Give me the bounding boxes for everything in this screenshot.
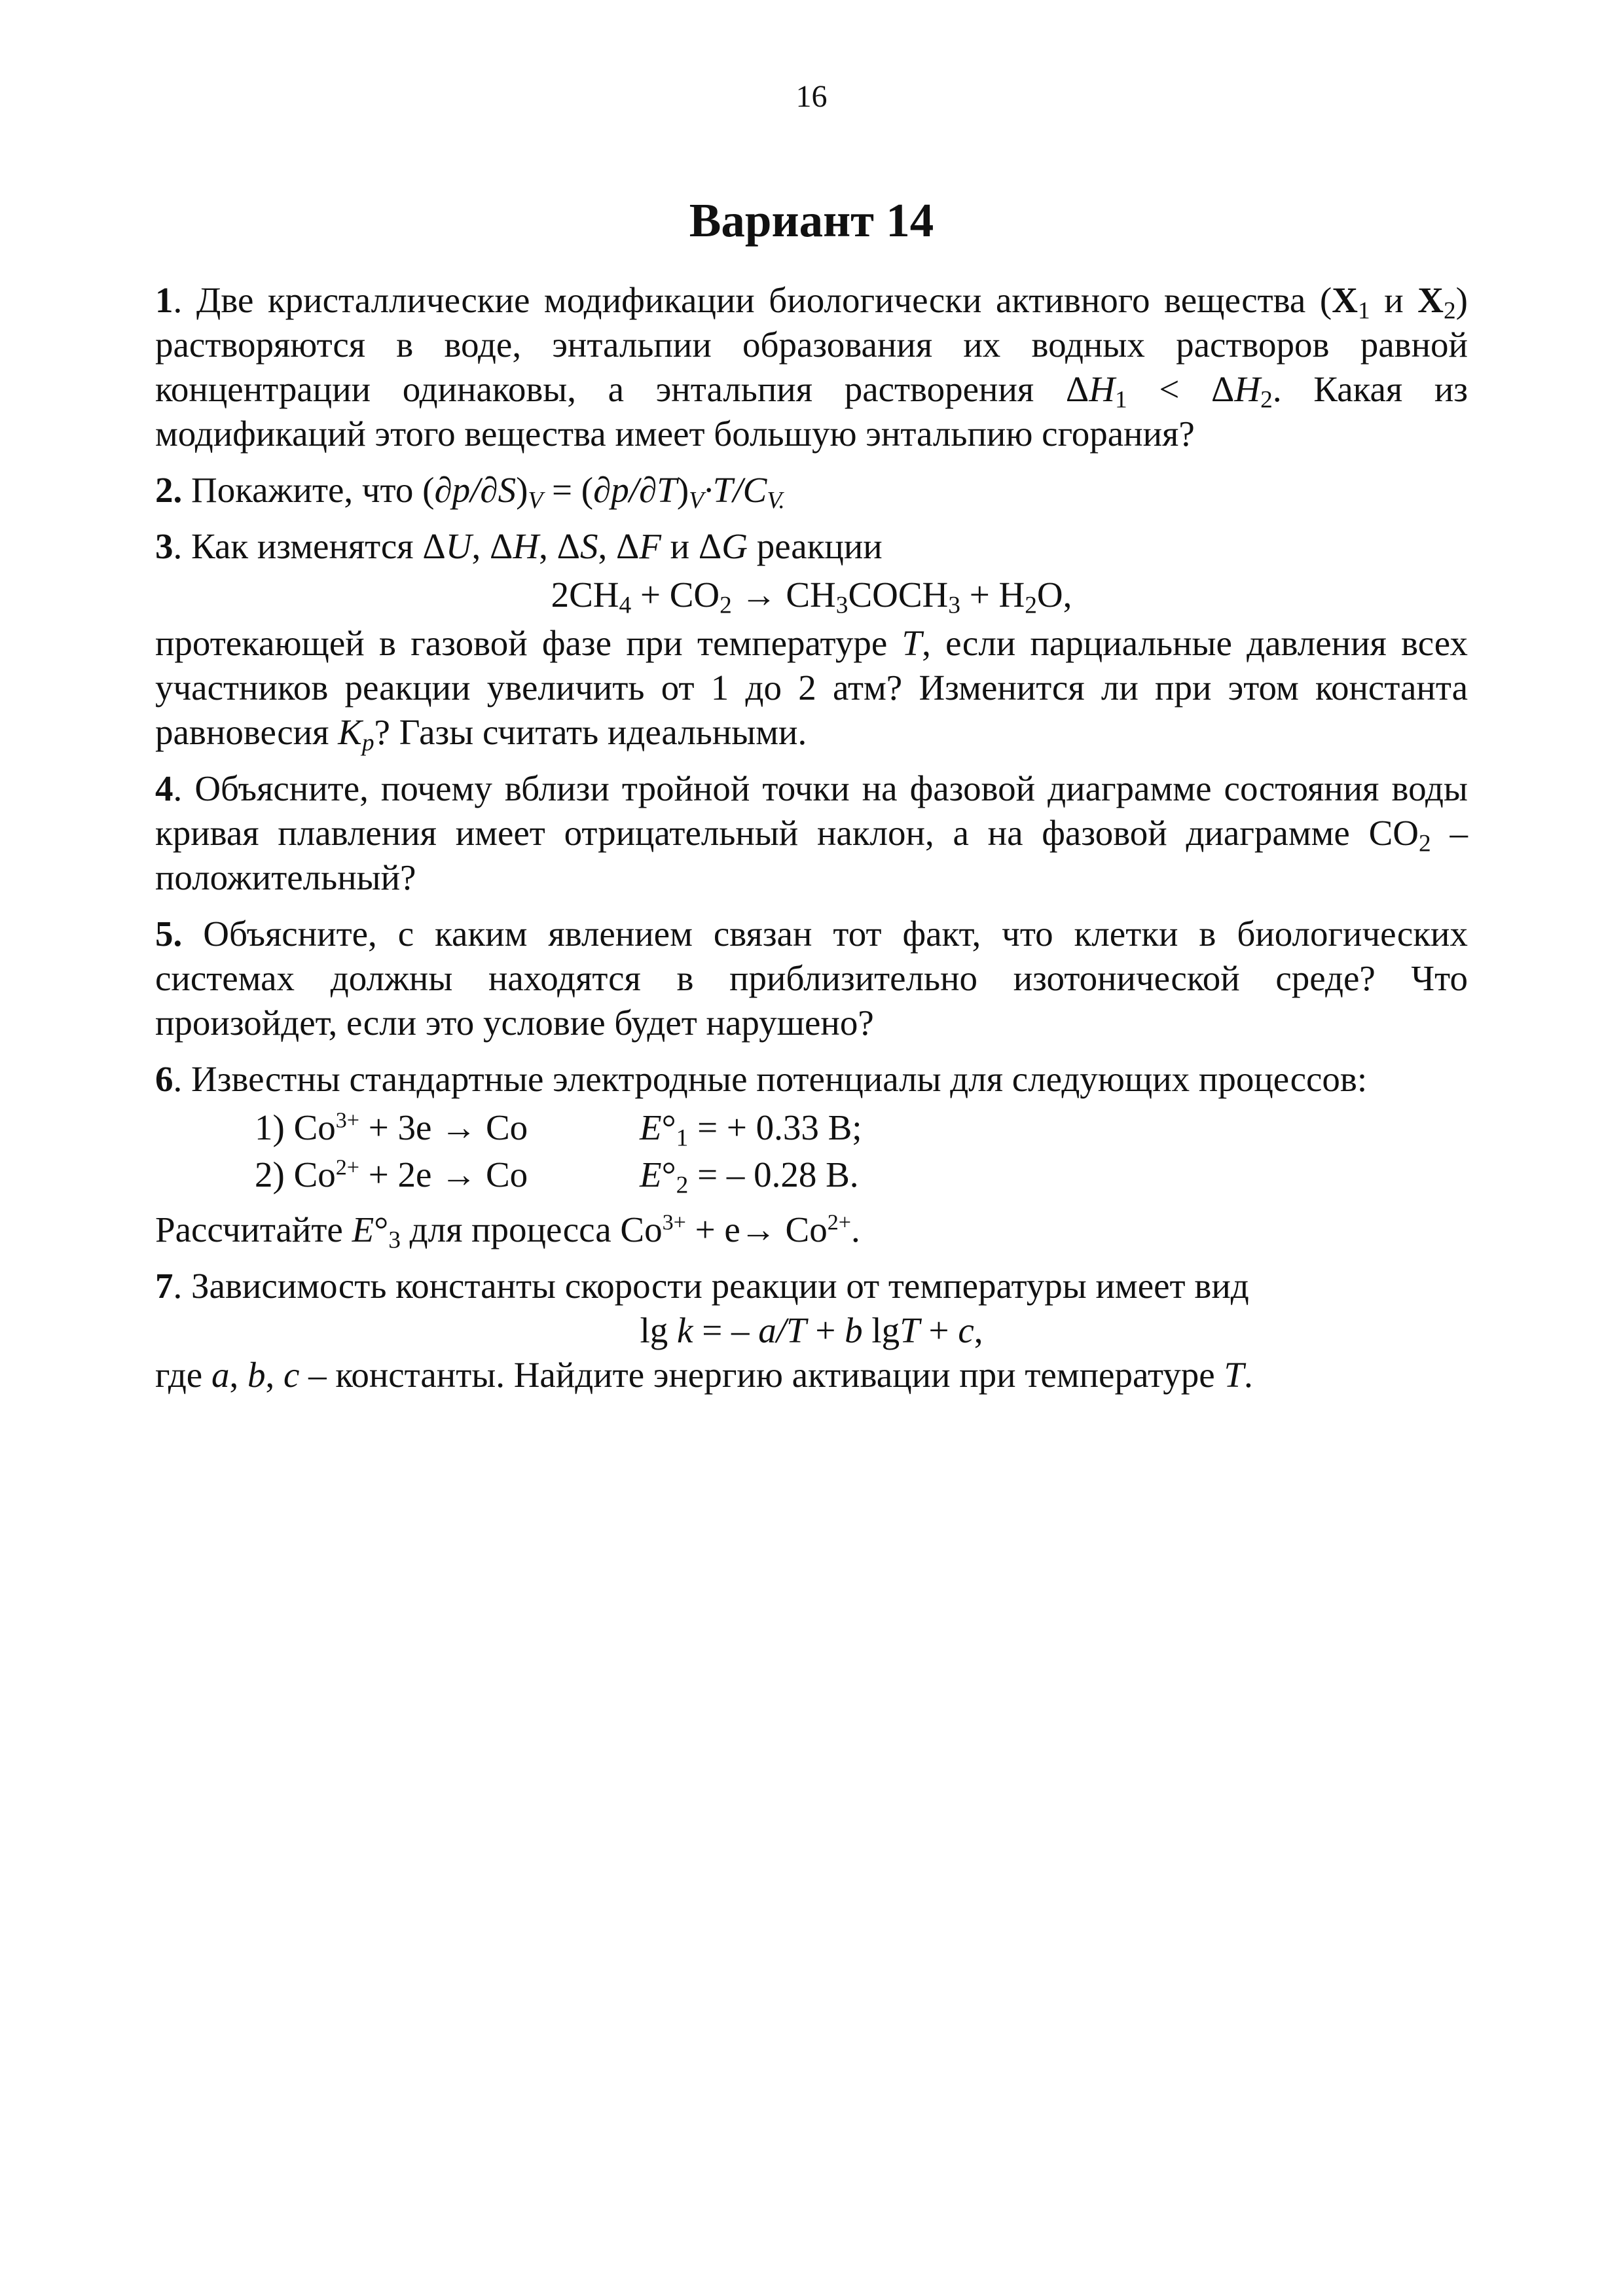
k-variable: k xyxy=(677,1310,693,1350)
h2-symbol: H xyxy=(1234,369,1261,409)
h1-symbol: H xyxy=(1089,369,1115,409)
problem-7-number: 7 xyxy=(155,1266,173,1306)
sep-1: , Δ xyxy=(471,526,513,566)
h2-subscript: 2 xyxy=(1260,386,1273,414)
eq-subscript: 4 xyxy=(619,592,632,619)
reaction-1-a: 1) Co xyxy=(255,1107,336,1147)
potential-2 xyxy=(640,1153,859,1197)
problem-2-paren-a: ) xyxy=(516,470,528,510)
problem-6 xyxy=(155,1057,1468,1102)
problem-4-text-b: – положительный? xyxy=(155,813,1468,897)
problem-1-number: 1 xyxy=(155,280,173,320)
problem-7 xyxy=(155,1264,1468,1308)
eq-part: + H xyxy=(960,575,1025,615)
potentials-list xyxy=(155,1105,1468,1200)
v-subscript-b: V xyxy=(689,487,704,514)
problem-5-text: Объясните, с каким явлением связан тот факт, что клетки в биологических системах должны находятся в приблизительно изотонической среде? Что произойдет, если это условие будет нарушено? xyxy=(155,914,1468,1043)
problem-1 xyxy=(155,278,1468,456)
e-symbol: E xyxy=(640,1107,662,1147)
comma: , xyxy=(229,1355,247,1395)
a-over-t: a/T xyxy=(758,1310,807,1350)
t-variable: T xyxy=(900,1310,920,1350)
e3-subscript: 3 xyxy=(388,1227,401,1254)
eq-part: lg xyxy=(862,1310,900,1350)
problem-4-number: 4 xyxy=(155,768,173,808)
eq-part: O, xyxy=(1036,575,1072,615)
e-subscript: 1 xyxy=(676,1124,689,1152)
period: . xyxy=(1244,1355,1253,1395)
problem-list xyxy=(155,278,1468,1409)
partial-p-t: ∂p/∂T xyxy=(593,470,677,510)
page-title: Вариант 14 xyxy=(689,194,934,247)
problem-4 xyxy=(155,766,1468,900)
v-subscript-a: V xyxy=(528,487,543,514)
a-variable: a xyxy=(211,1355,230,1395)
problem-4-text-a: . Объясните, почему вблизи тройной точки на фазовой диаграмме состояния воды кривая плавления имеет отрицательный наклон, а на фазовой диаграмме CO xyxy=(155,768,1468,853)
co2-subscript: 2 xyxy=(1419,830,1431,857)
problem-2-equals: = ( xyxy=(543,470,594,510)
charge-2plus: 2+ xyxy=(827,1210,852,1235)
charge-3plus: 3+ xyxy=(662,1210,686,1235)
eq-part: → CH xyxy=(731,575,836,615)
c-variable: c xyxy=(283,1355,300,1395)
s-symbol: S xyxy=(579,526,598,566)
problem-3-text-b: реакции xyxy=(747,526,883,566)
sep-2: , Δ xyxy=(539,526,580,566)
reaction-2 xyxy=(255,1153,528,1197)
e-symbol: E xyxy=(640,1155,662,1194)
eq-part: , xyxy=(974,1310,983,1350)
problem-7-text-b: где xyxy=(155,1355,211,1395)
eq-part: lg xyxy=(640,1310,678,1350)
b-variable: b xyxy=(845,1310,863,1350)
problem-3-text-e: ? Газы считать идеальными. xyxy=(374,712,807,752)
f-symbol: F xyxy=(639,526,661,566)
c-variable: c xyxy=(958,1310,974,1350)
eq-part: + CO xyxy=(631,575,720,615)
problem-2-paren-b: ) xyxy=(676,470,689,510)
h1-subscript: 1 xyxy=(1114,386,1127,414)
potential-1-value: = + 0.33 В; xyxy=(688,1107,862,1147)
potential-row-2 xyxy=(155,1153,1468,1200)
p-subscript: p xyxy=(361,729,374,757)
problem-3-text-a: . Как изменятся Δ xyxy=(173,526,446,566)
problem-3-number: 3 xyxy=(155,526,173,566)
g-symbol: G xyxy=(721,526,748,566)
t-symbol: T xyxy=(902,623,922,663)
potential-2-value: = – 0.28 В. xyxy=(688,1155,859,1194)
eq-part: COCH xyxy=(848,575,949,615)
sep-3: , Δ xyxy=(598,526,640,566)
e3-symbol: E xyxy=(352,1210,374,1249)
reaction-2-b: + 2e → Co xyxy=(359,1155,528,1194)
x1-subscript: 1 xyxy=(1357,297,1370,325)
eq-part: + xyxy=(806,1310,845,1350)
potential-1 xyxy=(640,1105,862,1150)
degree-sign: ° xyxy=(661,1107,676,1147)
partial-p-s: ∂p/∂S xyxy=(434,470,517,510)
eq-part: + xyxy=(919,1310,958,1350)
problem-3-text-c: протекающей в газовой фазе при температуре xyxy=(155,623,902,663)
problem-6-number: 6 xyxy=(155,1059,173,1099)
x2-symbol: X xyxy=(1417,280,1444,320)
eq-part: = – xyxy=(693,1310,759,1350)
problem-1-text-e: . Какая из модификаций этого вещества имеет большую энтальпию сгорания? xyxy=(155,369,1468,454)
problem-6-text-e: . xyxy=(851,1210,860,1249)
problem-2-text-a: Покажите, что ( xyxy=(182,470,435,510)
arrhenius-equation xyxy=(155,1308,1468,1353)
problem-3-text-d: , если парциальные давления всех участников реакции увеличить от 1 до 2 атм? Изменится ли при этом константа равновесия xyxy=(155,623,1468,752)
potential-row-1 xyxy=(155,1105,1468,1153)
problem-7-text-a: . Зависимость константы скорости реакции от температуры имеет вид xyxy=(173,1266,1249,1306)
reaction-equation xyxy=(155,573,1468,617)
h-symbol: H xyxy=(513,526,539,566)
charge-3plus: 3+ xyxy=(335,1108,360,1133)
problem-6-text-d: + e→ Co xyxy=(685,1210,828,1249)
k-symbol: K xyxy=(338,712,362,752)
problem-5-number: 5. xyxy=(155,914,183,954)
problem-6-text-b: Рассчитайте xyxy=(155,1210,352,1249)
page-number: 16 xyxy=(795,79,828,114)
problem-6-question xyxy=(155,1208,1468,1252)
x2-subscript: 2 xyxy=(1443,297,1456,325)
u-symbol: U xyxy=(445,526,472,566)
reaction-2-a: 2) Co xyxy=(255,1155,336,1194)
problem-6-text-c: для процесса Co xyxy=(400,1210,663,1249)
eq-subscript: 2 xyxy=(1025,592,1037,619)
problem-1-text-b: и xyxy=(1370,280,1418,320)
reaction-1 xyxy=(255,1105,528,1150)
eq-part: 2CH xyxy=(551,575,619,615)
t-variable: T xyxy=(1224,1355,1245,1395)
comma: , xyxy=(265,1355,283,1395)
charge-2plus: 2+ xyxy=(335,1155,360,1180)
t-over-cv: ·T/C xyxy=(704,470,767,510)
reaction-1-b: + 3e → Co xyxy=(359,1107,528,1147)
degree-sign: ° xyxy=(661,1155,676,1194)
x1-symbol: X xyxy=(1332,280,1358,320)
eq-subscript: 2 xyxy=(720,592,732,619)
problem-3-continued xyxy=(155,621,1468,755)
problem-6-text-a: . Известны стандартные электродные потенциалы для следующих процессов: xyxy=(173,1059,1368,1099)
b-variable: b xyxy=(247,1355,266,1395)
problem-1-text-c: ) растворяются в воде, энтальпии образования их водных растворов равной концентрации одинаковы, а энтальпия растворения Δ xyxy=(155,280,1468,409)
problem-7-text-c: – константы. Найдите энергию активации при температуре xyxy=(299,1355,1224,1395)
problem-3 xyxy=(155,524,1468,569)
problem-5 xyxy=(155,912,1468,1045)
degree-sign: ° xyxy=(374,1210,389,1249)
problem-1-text-a: . Две кристаллические модификации биологически активного вещества ( xyxy=(173,280,1332,320)
eq-subscript: 3 xyxy=(835,592,848,619)
problem-1-text-d: < Δ xyxy=(1127,369,1235,409)
problem-2-number: 2. xyxy=(155,470,183,510)
problem-7-question xyxy=(155,1353,1468,1397)
problem-2 xyxy=(155,468,1468,512)
eq-subscript: 3 xyxy=(948,592,960,619)
sep-and: и Δ xyxy=(661,526,722,566)
e-subscript: 2 xyxy=(676,1172,689,1199)
v-subscript-c: V. xyxy=(767,487,785,514)
